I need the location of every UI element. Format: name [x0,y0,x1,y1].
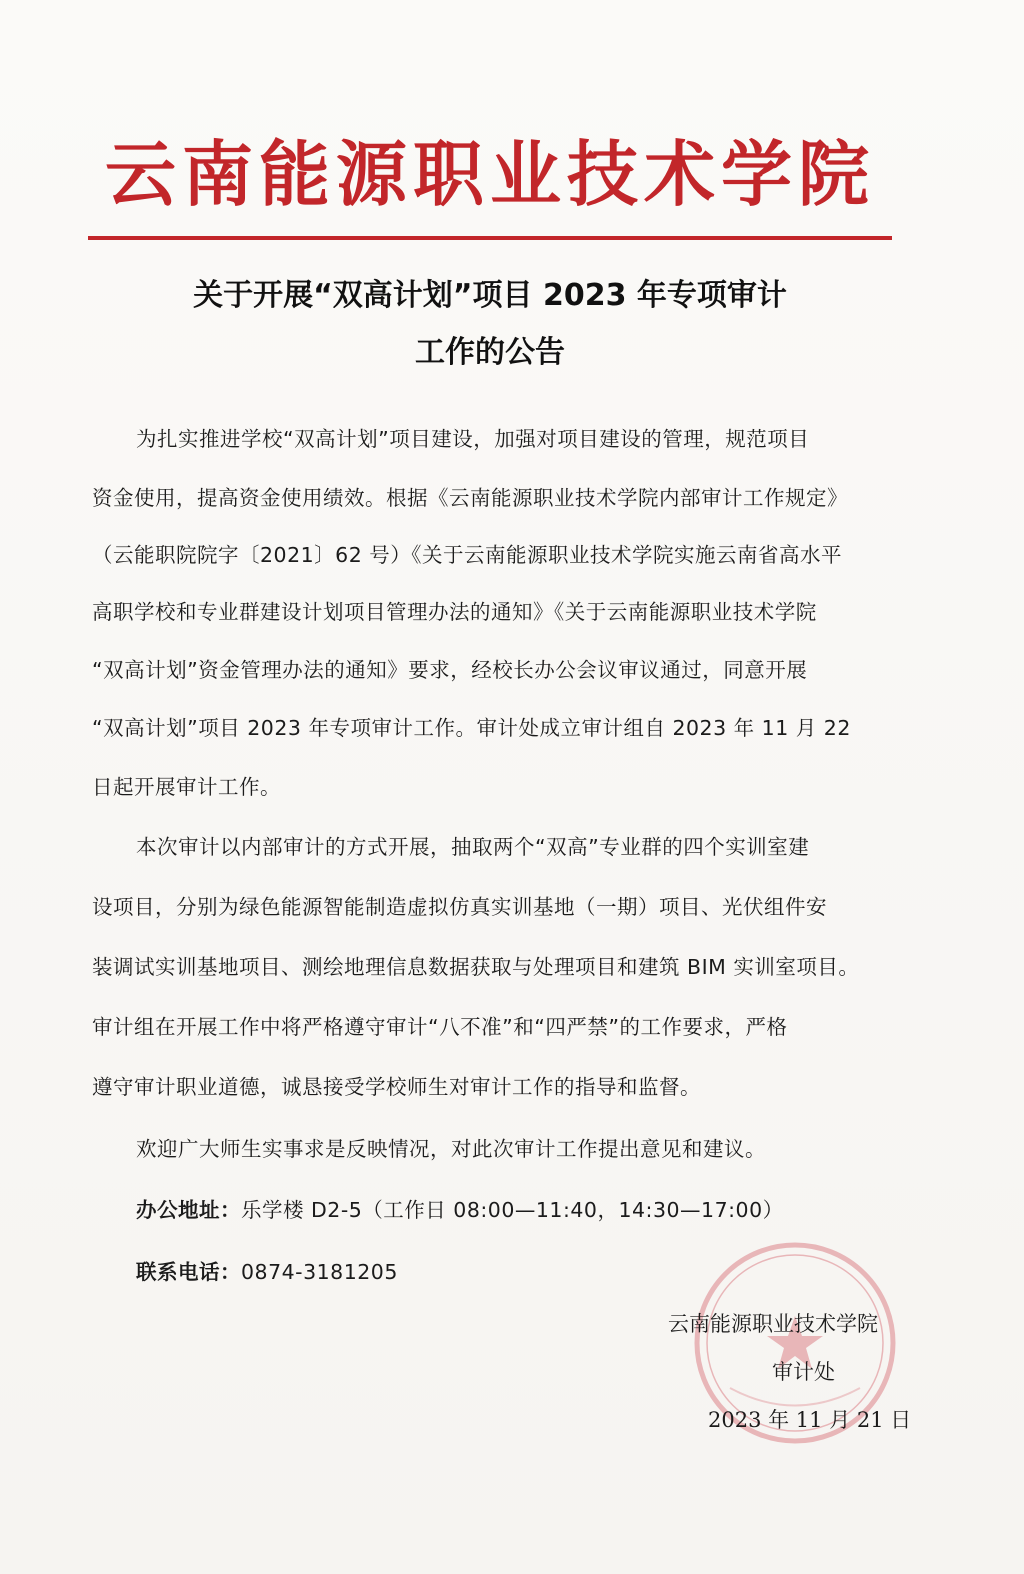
paragraph-2-line: 装调试实训基地项目、测绘地理信息数据获取与处理项目和建筑 BIM 实训室项目。 [92,955,860,979]
paragraph-2-line: 本次审计以内部审计的方式开展，抽取两个“双高”专业群的四个实训室建 [136,835,810,859]
notice-title-line-1: 关于开展“双高计划”项目 2023 年专项审计 [193,278,787,313]
paragraph-3: 欢迎广大师生实事求是反映情况，对此次审计工作提出意见和建议。 [136,1137,766,1161]
contact-phone-value: 0874-3181205 [241,1260,398,1284]
signature-organization: 云南能源职业技术学院 [668,1312,878,1336]
paragraph-1-line: 为扎实推进学校“双高计划”项目建设，加强对项目建设的管理，规范项目 [136,427,810,451]
paragraph-1-line: （云能职院院字〔2021〕62 号）《关于云南能源职业技术学院实施云南省高水平 [92,543,843,567]
paragraph-1-line: 日起开展审计工作。 [92,775,281,799]
paragraph-2-line: 审计组在开展工作中将严格遵守审计“八不准”和“四严禁”的工作要求，严格 [92,1015,788,1039]
paragraph-1-line: “双高计划”资金管理办法的通知》要求，经校长办公会议审议通过，同意开展 [92,658,808,682]
paragraph-2-line: 设项目，分别为绿色能源智能制造虚拟仿真实训基地（一期）项目、光伏组件安 [92,895,827,919]
office-address-label: 办公地址： [136,1198,241,1222]
paragraph-1-line: 高职学校和专业群建设计划项目管理办法的通知》《关于云南能源职业技术学院 [92,600,817,624]
paragraph-1-line: 资金使用，提高资金使用绩效。根据《云南能源职业技术学院内部审计工作规定》 [92,486,848,510]
notice-title-line-2: 工作的公告 [415,335,565,370]
office-address [136,1193,936,1223]
institution-masthead: 云南能源职业技术学院 [104,132,875,216]
masthead-divider [88,236,892,240]
paragraph-1-line: “双高计划”项目 2023 年专项审计工作。审计处成立审计组自 2023 年 11 月 22 [92,716,851,740]
signature-department: 审计处 [772,1360,835,1384]
paragraph-2-line: 遵守审计职业道德，诚恳接受学校师生对审计工作的指导和监督。 [92,1075,701,1099]
contact-phone-label: 联系电话： [136,1260,241,1284]
office-address-value: 乐学楼 D2-5（工作日 08:00—11:40，14:30—17:00） [241,1198,784,1222]
signature-date: 2023 年 11 月 21 日 [708,1408,912,1432]
